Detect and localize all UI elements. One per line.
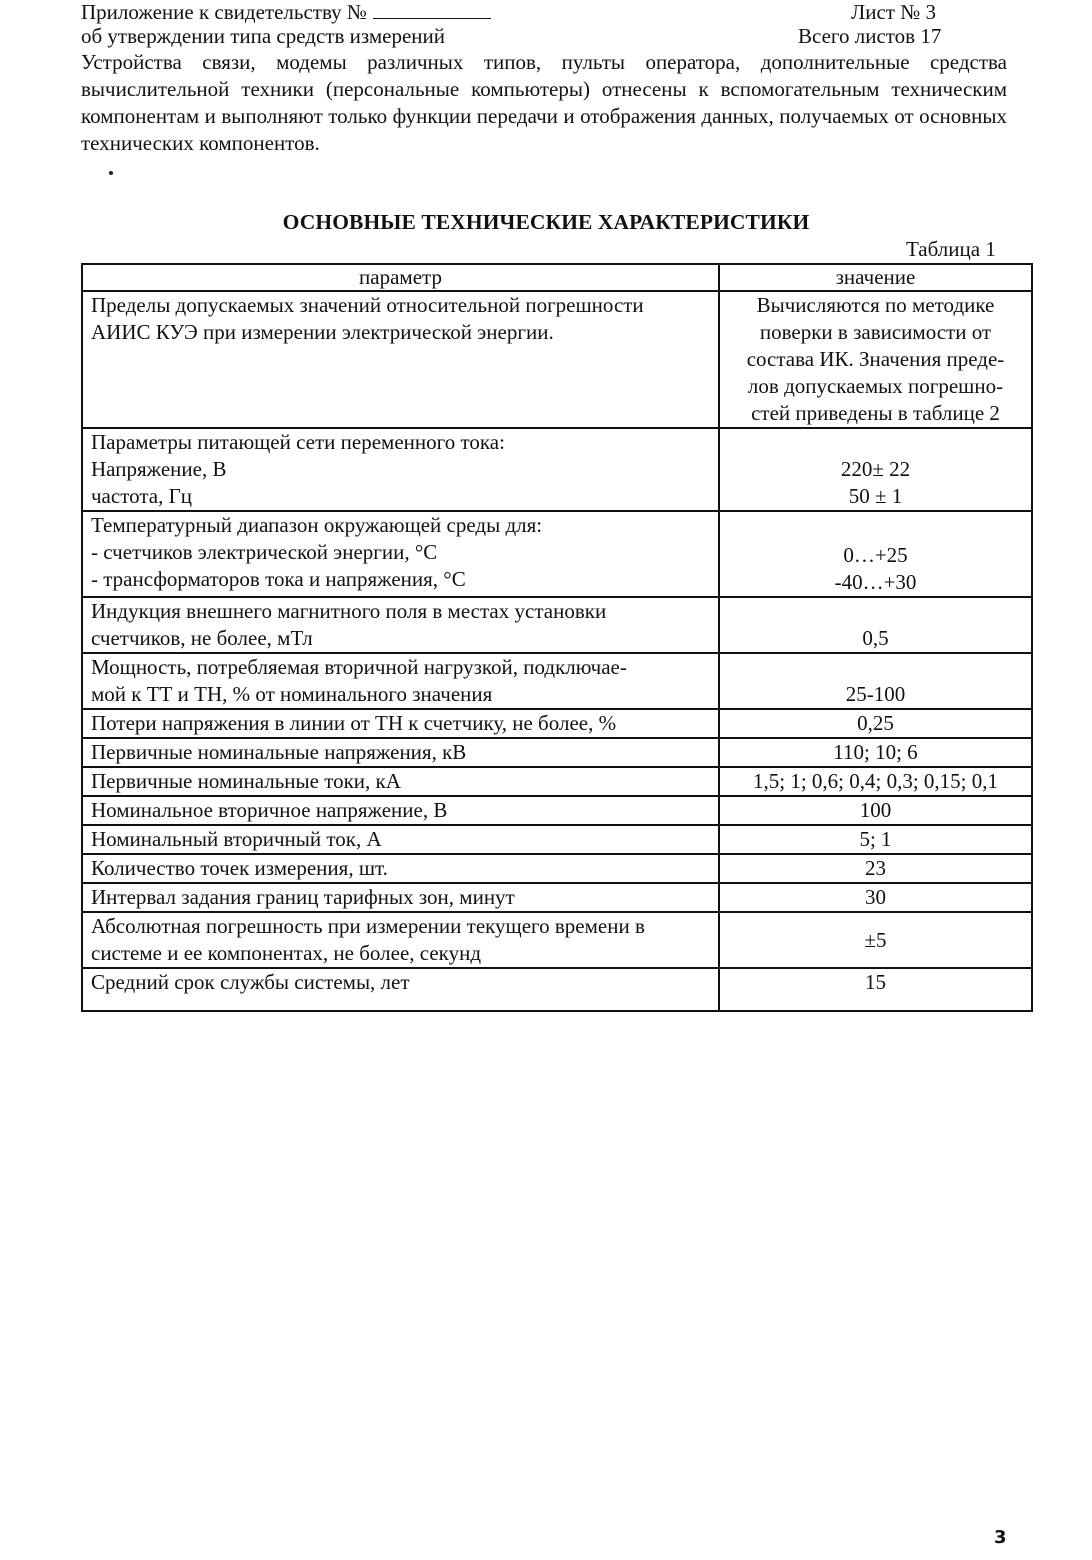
table-row	[82, 968, 1032, 1011]
sheet-number: Лист № 3	[851, 0, 937, 24]
parameter-text: Мощность, потребляемая вторичной нагрузкой, подключае-	[91, 655, 627, 679]
value-cell	[719, 291, 1032, 428]
value-cell	[719, 709, 1032, 738]
table-caption: Таблица 1	[906, 237, 996, 261]
parameter-text: Температурный диапазон окружающей среды для:	[91, 513, 543, 537]
value-text: 100	[859, 798, 892, 822]
value-cell	[719, 428, 1032, 511]
table-row	[82, 709, 1032, 738]
total-sheets: Всего листов 17	[798, 24, 942, 48]
value-text: 0…+25	[843, 543, 908, 567]
parameter-cell	[82, 912, 719, 968]
parameter-text: Средний срок службы системы, лет	[91, 970, 410, 994]
value-cell	[719, 854, 1032, 883]
value-cell	[719, 883, 1032, 912]
parameter-text: Параметры питающей сети переменного тока:	[91, 430, 505, 454]
parameter-text: Абсолютная погрешность при измерении текущего времени в	[91, 914, 645, 938]
table-row	[82, 796, 1032, 825]
parameter-text: Номинальное вторичное напряжение, В	[91, 798, 448, 822]
value-text: 25-100	[845, 682, 906, 706]
table-row	[82, 767, 1032, 796]
value-cell	[719, 825, 1032, 854]
table-row	[82, 291, 1032, 428]
parameter-text: системе и ее компонентах, не более, секунд	[91, 941, 481, 965]
parameter-text: Интервал задания границ тарифных зон, минут	[91, 885, 515, 909]
parameter-cell	[82, 428, 719, 511]
table-row	[82, 597, 1032, 653]
appendix-label	[81, 0, 491, 24]
value-cell	[719, 767, 1032, 796]
value-cell	[719, 653, 1032, 709]
table-row	[82, 738, 1032, 767]
value-text: 23	[865, 856, 886, 880]
value-cell	[719, 511, 1032, 597]
intro-paragraph: Устройства связи, модемы различных типов, пульты оператора, дополнительные средства вычислительной техники (персональные компьютеры) отнесены к вспомогательным техническим компонентам и выполняют только функции передачи и отображения данных, получаемых от основных технических компонентов.	[81, 50, 1007, 155]
value-cell	[719, 796, 1032, 825]
value-text: 30	[865, 885, 886, 909]
table-row	[82, 428, 1032, 511]
value-cell	[719, 597, 1032, 653]
section-title: ОСНОВНЫЕ ТЕХНИЧЕСКИЕ ХАРАКТЕРИСТИКИ	[282, 210, 810, 234]
parameter-text: Потери напряжения в линии от ТН к счетчику, не более, %	[91, 711, 617, 735]
column-header-parameter: параметр	[82, 264, 719, 291]
table-row	[82, 912, 1032, 968]
value-text: поверки в зависимости от	[759, 320, 992, 344]
parameter-cell	[82, 511, 719, 597]
table-row	[82, 854, 1032, 883]
value-text: состава ИК. Значения преде-	[746, 347, 1005, 371]
certificate-number-blank	[373, 1, 491, 19]
value-text: -40…+30	[834, 570, 917, 594]
column-header-value: значение	[719, 264, 1032, 291]
value-text: ±5	[864, 927, 887, 952]
parameter-cell	[82, 597, 719, 653]
value-text: лов допускаемых погрешно-	[747, 374, 1004, 398]
parameter-text: Пределы допускаемых значений относительной погрешности	[91, 293, 644, 317]
parameter-cell	[82, 854, 719, 883]
specifications-table	[81, 263, 1033, 1012]
parameter-text: Напряжение, В	[91, 457, 227, 481]
parameter-text: - трансформаторов тока и напряжения, °С	[91, 567, 466, 591]
parameter-cell	[82, 653, 719, 709]
parameter-text: Первичные номинальные токи, кА	[91, 769, 401, 793]
value-text: стей приведены в таблице 2	[751, 401, 1000, 425]
table-row	[82, 653, 1032, 709]
value-text: 0,5	[862, 626, 889, 650]
value-text: 110; 10; 6	[833, 740, 918, 764]
value-text: 5; 1	[859, 827, 892, 851]
value-cell	[719, 912, 1032, 968]
value-cell	[719, 738, 1032, 767]
parameter-text: мой к ТТ и ТН, % от номинального значения	[91, 682, 493, 706]
appendix-label-text: Приложение к свидетельству №	[81, 0, 367, 24]
parameter-cell	[82, 796, 719, 825]
parameter-cell	[82, 825, 719, 854]
parameter-cell	[82, 767, 719, 796]
parameter-cell	[82, 291, 719, 428]
table-row	[82, 511, 1032, 597]
parameter-text: счетчиков, не более, мТл	[91, 626, 313, 650]
parameter-text: Индукция внешнего магнитного поля в местах установки	[91, 599, 607, 623]
table-body	[82, 291, 1032, 1011]
stray-dot	[109, 171, 113, 175]
parameter-cell	[82, 883, 719, 912]
parameter-text: частота, Гц	[91, 484, 192, 508]
parameter-cell	[82, 968, 719, 1011]
value-text: 15	[865, 970, 886, 994]
table-row	[82, 883, 1032, 912]
table-row	[82, 825, 1032, 854]
approval-label: об утверждении типа средств измерений	[81, 24, 446, 48]
parameter-text: Номинальный вторичный ток, А	[91, 827, 382, 851]
parameter-text: Количество точек измерения, шт.	[91, 856, 388, 880]
table-header-row	[82, 264, 1032, 291]
parameter-cell	[82, 738, 719, 767]
value-text: 220± 22	[840, 457, 911, 481]
parameter-cell	[82, 709, 719, 738]
parameter-text: АИИС КУЭ при измерении электрической энергии.	[91, 320, 554, 344]
value-text: 1,5; 1; 0,6; 0,4; 0,3; 0,15; 0,1	[752, 769, 998, 793]
value-cell	[719, 968, 1032, 1011]
parameter-text: Первичные номинальные напряжения, кВ	[91, 740, 467, 764]
value-text: 50 ± 1	[848, 484, 903, 508]
parameter-text: - счетчиков электрической энергии, °С	[91, 540, 438, 564]
value-text: Вычисляются по методике	[756, 293, 995, 317]
page-number: 3	[994, 1527, 1007, 1548]
value-text: 0,25	[857, 711, 894, 735]
